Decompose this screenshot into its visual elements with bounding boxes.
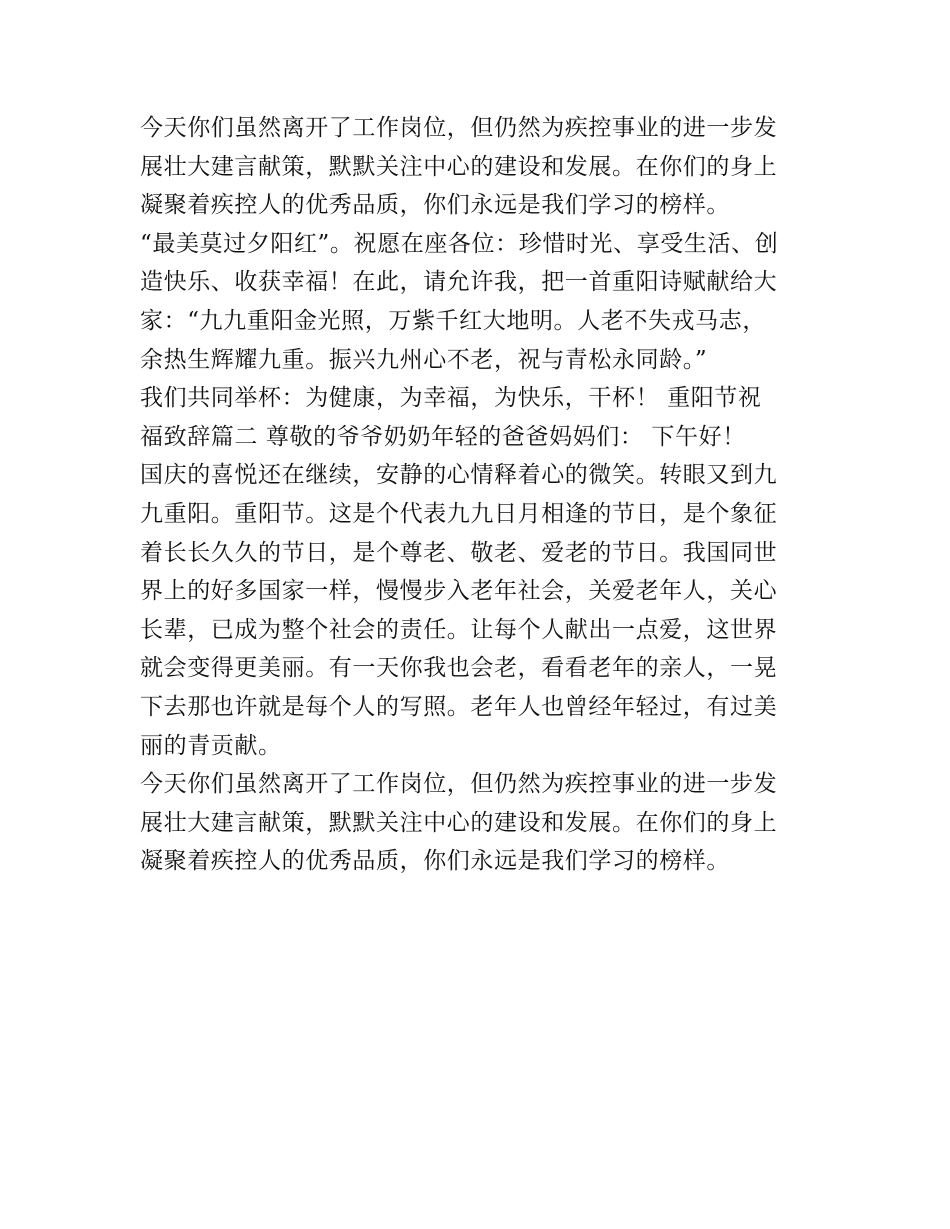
text-line: 余热生辉耀九重。振兴九州心不老，祝与青松永同龄。” (140, 346, 708, 373)
text-line: 着长长久久的节日，是个尊老、敬老、爱老的节日。我国同世 (140, 539, 778, 566)
text-line: 家：“九九重阳金光照，万紫千红大地明。人老不失戎马志， (140, 307, 766, 334)
text-line: 下去那也许就是每个人的写照。老年人也曾经年轻过，有过美 (140, 693, 778, 720)
text-line: 界上的好多国家一样，慢慢步入老年社会，关爱老年人，关心 (140, 578, 778, 605)
document-body (140, 109, 820, 881)
text-line: 我们共同举杯：为健康，为幸福，为快乐，干杯！ 重阳节祝 (140, 385, 762, 412)
text-line: 福致辞篇二 尊敬的爷爷奶奶年轻的爸爸妈妈们： 下午好！ (140, 423, 746, 450)
text-line: 展壮大建言献策，默默关注中心的建设和发展。在你们的身上 (140, 809, 778, 836)
text-line: 今天你们虽然离开了工作岗位，但仍然为疾控事业的进一步发 (140, 771, 778, 798)
text-line: “最美莫过夕阳红”。祝愿在座各位：珍惜时光、享受生活、创 (140, 230, 779, 257)
text-line: 长辈，已成为整个社会的责任。让每个人献出一点爱，这世界 (140, 616, 778, 643)
text-line: 凝聚着疾控人的优秀品质，你们永远是我们学习的榜样。 (140, 848, 730, 875)
text-line: 就会变得更美丽。有一天你我也会老，看看老年的亲人，一晃 (140, 655, 778, 682)
text-line: 九重阳。重阳节。这是个代表九九日月相逢的节日，是个象征 (140, 500, 778, 527)
text-line: 造快乐、收获幸福！在此，请允许我，把一首重阳诗赋献给大 (140, 269, 778, 296)
text-line: 凝聚着疾控人的优秀品质，你们永远是我们学习的榜样。 (140, 192, 730, 219)
text-line: 展壮大建言献策，默默关注中心的建设和发展。在你们的身上 (140, 153, 778, 180)
text-line: 丽的青贡献。 (140, 732, 282, 759)
text-line: 国庆的喜悦还在继续，安静的心情释着心的微笑。转眼又到九 (140, 462, 778, 489)
text-line: 今天你们虽然离开了工作岗位，但仍然为疾控事业的进一步发 (140, 115, 778, 141)
